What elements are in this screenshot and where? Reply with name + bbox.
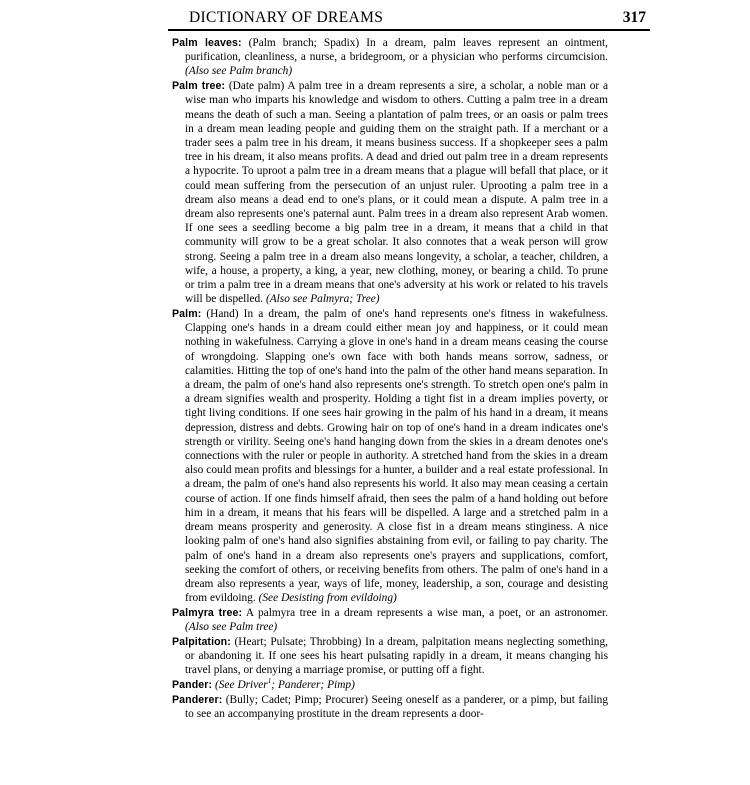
page-number: 317 <box>622 9 646 26</box>
entry-body: (Hand) In a dream, the palm of one's hand represents one's fitness in wakefulness. Clapping one's hands in a dream could either mean joy and happiness, or it could mean nothing in wakefulness. Carrying a glove in one's hand in a dream means ceasing the course of wrongdoing. Slapping one's own face with both hands means sorrow, sadness, or calamities. Hitting the top of one's hand into the palm of the other hand means separation. In a dream, the palm of one's hand also represents one's strength. To stretch open one's palm in a dream signifies wealth and prosperity. Holding a tight fist in a dream implies poverty, or tight living conditions. If one sees hair growing in the palm of his hand in a dream, it means depression, distress and debts. Growing hair on top of one's hand in a dream indicates one's strength or virility. Seeing one's hand hanging down from the skies in a dream denotes one's connections with the ruler or people in authority. A stretched hand from the skies in a dream also could mean profits and blessings for a hunter, a builder and a real estate professional. In a dream, the palm of one's hand also represents his world. It also may mean ceasing a certain course of action. If one finds himself afraid, then sees the palm of a hand holding out before him in a dream, it means that his fears will be dispelled. A large and a stretched palm in a dream means prosperity and generosity. A close fist in a dream means stinginess. A nice looking palm of one's hand also signifies abstaining from evil, or failing to pay charity. The palm of one's hand in a dream also represents one's prayers and supplications, comfort, seeking the comfort of others, or receiving benefits from others. The palm of one's hand in a dream also represents a year, ways of life, money, leadership, a son, courage and desisting from evildoing. <box>185 308 609 605</box>
entry-body: A palmyra tree in a dream represents a wise man, a poet, or an astronomer. <box>242 606 608 619</box>
entry-headword: Palpitation <box>172 635 228 648</box>
entry-headword: Panderer <box>172 693 219 706</box>
entry-colon: : <box>221 80 226 93</box>
entry-headword: Palm leaves <box>172 37 239 49</box>
entry-body: (Palm branch; Spadix) In a dream, palm leaves represent an ointment, purification, cleanliness, a nurse, a bridegroom, or a physician who performs circumcision. <box>185 37 608 64</box>
entry-cross-reference: (Also see Palm tree) <box>185 621 278 634</box>
entry-cross-reference: (Also see Palmyra; Tree) <box>265 293 380 306</box>
entry-body: (Date palm) A palm tree in a dream represents a sire, a scholar, a noble man or a wise man who imparts his knowledge and wisdom to others. Cutting a palm tree in a dream means the death of such a man. Seeing a plantation of palm trees, or an oasis or palm trees in a dream mean leading people and guiding them on the straight path. If a merchant or a trader sees a palm tree in his dream, it means business success. If a shopkeeper sees a palm tree in his dream, it also means profits. A dead and dried out palm tree in a dream represents a hypocrite. To uproot a palm tree in a dream means that a plague will befall that place, or it could mean suffering from the persecution of an unjust ruler. Uprooting a palm tree in a dream also means a dead end to one's plans, or it could mean a dispute. A palm tree in a dream also represents one's paternal aunt. Palm trees in a dream also represent Arab women. If one sees a seedling become a big palm tree in a dream, it means that a child in that community will grow to be a great scholar. It also connotes that a weak person will grow strong. Seeing a palm tree in a dream also means longevity, a scholar, a teacher, children, a wife, a house, a property, a king, a year, new clothing, money, or bearing a child. To prune or trim a palm tree in a dream means that one's adversity at his work or related to his travels will be dispelled. <box>185 80 608 306</box>
dictionary-entry <box>172 606 608 634</box>
entry-colon: : <box>227 635 231 648</box>
dictionary-entry <box>172 307 608 605</box>
dictionary-entry <box>172 693 608 721</box>
entry-cross-reference <box>215 679 355 691</box>
dictionary-entry <box>172 36 608 79</box>
xref-text-post: ; Panderer; Pimp) <box>271 679 355 692</box>
entry-cross-reference: (Also see Palm branch) <box>185 65 293 78</box>
dictionary-entry <box>172 678 608 692</box>
footnote-marker: 1 <box>267 677 272 686</box>
entry-headword: Pander <box>172 679 209 692</box>
entry-colon: : <box>218 693 223 706</box>
xref-text-pre: (See Driver <box>214 679 268 692</box>
running-head <box>168 10 650 26</box>
entry-cross-reference: (See Desisting from evildoing) <box>258 592 397 605</box>
running-head-title: DICTIONARY OF DREAMS <box>189 9 384 26</box>
entry-headword: Palm <box>172 308 198 321</box>
dictionary-entry <box>172 79 608 306</box>
header-rule <box>168 29 650 31</box>
entry-colon: : <box>238 606 243 619</box>
entry-colon: : <box>238 37 242 49</box>
entry-body: (Heart; Pulsate; Throbbing) In a dream, palpitation means neglecting something, or abandoning it. If one sees his heart pulsating rapidly in a dream, it means changing his travel plans, or denying a marriage promise, or putting off a fight. <box>185 635 608 677</box>
dictionary-entry <box>172 635 608 678</box>
entry-colon: : <box>197 308 202 321</box>
entry-headword: Palm tree <box>172 80 222 93</box>
entry-colon: : <box>208 679 213 692</box>
entry-body: (Bully; Cadet; Pimp; Procurer) Seeing oneself as a panderer, or a pimp, but failing to see an accompanying prostitute in the dream represents a door- <box>185 693 608 721</box>
dictionary-entries-column <box>172 36 608 722</box>
entry-headword: Palmyra tree <box>172 606 239 619</box>
